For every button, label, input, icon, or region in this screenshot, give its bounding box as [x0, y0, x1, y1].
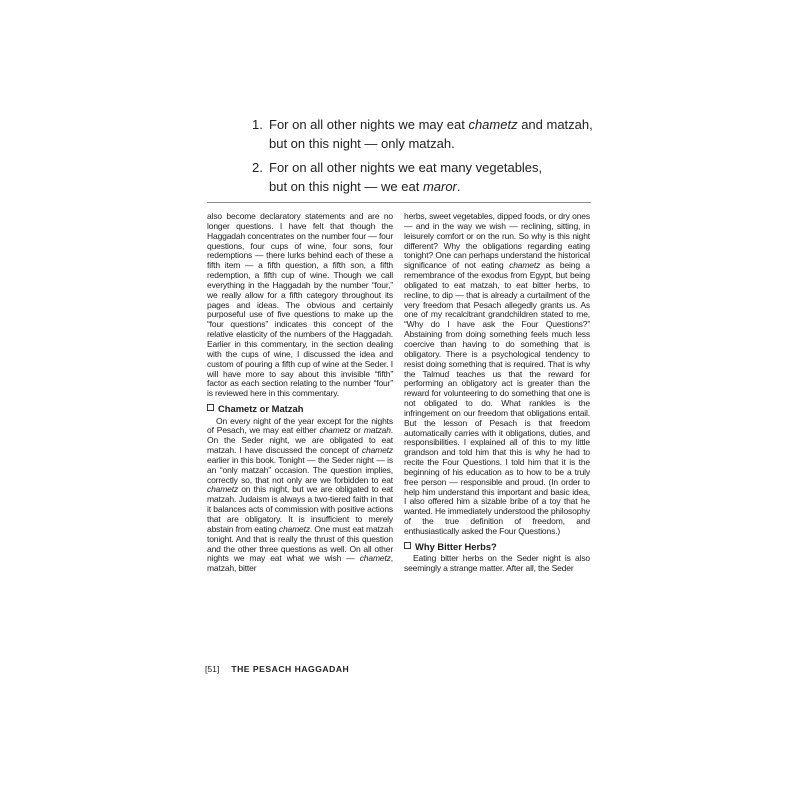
text-run: and matzah,: [517, 117, 593, 132]
italic-term: maror: [422, 178, 457, 194]
text-run: on this night, but we are obligated to eat matzah. Judaism is always a two-tiered faith in that it balances acts of commission with positive actions that are obligatory. It is insufficient to merely abstain from eating: [207, 484, 393, 534]
italic-term: chametz: [319, 425, 351, 436]
text-run: For on all other nights we eat many vegetables,: [269, 160, 543, 175]
body-paragraph: [404, 212, 590, 537]
list-item-number: 2.: [252, 160, 263, 175]
italic-term: chametz: [509, 260, 541, 271]
text-run: .: [456, 178, 461, 194]
text-run: . One must eat matzah tonight. And that is really the thrust of this question and the other three questions as well. On all other nights we may eat what we wish —: [207, 523, 393, 564]
section-heading-text: Chametz or Matzah: [218, 403, 304, 415]
body-paragraph: [404, 554, 590, 574]
book-page: [207, 0, 591, 800]
list-item-number: 1.: [252, 117, 263, 132]
italic-term: chametz: [207, 484, 239, 495]
list-item-text: [269, 116, 593, 153]
text-run: On every night of the year except for the nights of Pesach, we may eat either: [207, 415, 393, 436]
section-divider: [207, 202, 591, 203]
text-run: but on this night — we eat: [269, 178, 423, 194]
italic-term: chametz: [359, 553, 391, 564]
italic-term: chametz: [468, 117, 518, 132]
section-heading: [404, 541, 590, 552]
page-number: [51]: [205, 664, 220, 674]
square-bullet-icon: [207, 404, 214, 411]
commentary-body: [207, 212, 591, 574]
body-paragraph: [207, 417, 393, 575]
italic-term: chametz: [361, 445, 393, 456]
text-column-right: [404, 212, 590, 574]
book-title: THE PESACH HAGGADAH: [231, 664, 350, 674]
text-run: also become declaratory statements and are no longer questions. I have felt that though the Haggadah concentrates on the number four — four questions, four cups of wine, four sons, four redemptions — there lurks behind each of these a fifth item — a fifth question, a fifth son, a fifth redemption, a fifth cup of wine. Though we call everything in the Haggadah by the number “four,” we really allow for a fifth category throughout its pages and ideas. The obvious and certainly purposeful use of five questions to make up the “four questions” indicates this concept of the relative elasticity of the numbers of the Haggadah. Earlier in this commentary, in the section dealing with the cups of wine, I discussed the idea and custom of pouring a fifth cup of wine at the Seder. I will have more to say about this invisible “fifth” factor as each section relating to the number “four” is reviewed here in this commentary.: [207, 211, 393, 399]
text-run: as being a remembrance of the exodus from Egypt, but being obligated to eat matzah, to eat bitter herbs, to recline, to dip — that is already a curtailment of the very freedom that Pesach allegedly grants us. As one of my recalcitrant grandchildren stated to me, “Why do I have ask the Four Questions?” Abstaining from doing something feels much less coercive than having to do something that is obligatory. There is a psychological tendency to resist doing something that is required. That is why the Talmud teaches us that the reward for performing an obligatory act is greater than the reward for volunteering to do something that one is not obligated to do. What rankles is the infringement on our freedom that obligations entail. But the lesson of Pesach is that freedom automatically carries with it obligations, duties, and responsibilities. I explained all of this to my little grandson and told him that this is why he had to recite the Four Questions. I told him that it is the beginning of his education as to how to be a truly free person — responsible and proud. (In order to help him understand this important and basic idea, I also offered him a sizable bribe of a toy that he wanted. He immediately understood the philosophy of the true definition of freedom, and enthusiastically asked the Four Questions.): [404, 260, 591, 536]
text-run: For on all other nights we may eat: [269, 117, 469, 132]
text-run: , matzah, bitter: [207, 553, 393, 574]
page-footer: [205, 664, 349, 674]
text-run: or: [350, 425, 364, 436]
section-heading-text: Why Bitter Herbs?: [415, 540, 497, 552]
italic-term: chametz: [278, 523, 310, 534]
text-run: earlier in this book. Tonight — the Seder night — is an “only matzah” occasion. The question implies, correctly so, that not only are we forbidden to eat: [207, 454, 393, 485]
list-item-1: [252, 116, 591, 153]
section-heading: [207, 403, 393, 414]
text-run: . On the Seder night, we are obligated to eat matzah. I have discussed the concept of: [207, 425, 394, 456]
list-item-text: [269, 159, 542, 196]
text-column-left: [207, 212, 393, 574]
body-paragraph: [207, 212, 393, 399]
text-run: Eating bitter herbs on the Seder night is also seemingly a strange matter. After all, the Seder: [404, 553, 590, 574]
square-bullet-icon: [404, 542, 411, 549]
text-run: herbs, sweet vegetables, dipped foods, or dry ones — and in the way we wish — reclining, sitting, in leisurely comfort or on the run. So why is this night different? Why the obligations regarding eating tonight? One can perhaps understand the historical significance of not eating: [404, 211, 590, 271]
four-questions-list: [207, 0, 591, 196]
italic-term: matzah: [363, 425, 391, 436]
text-run: but on this night — only matzah.: [269, 135, 455, 151]
list-item-2: [252, 159, 591, 196]
